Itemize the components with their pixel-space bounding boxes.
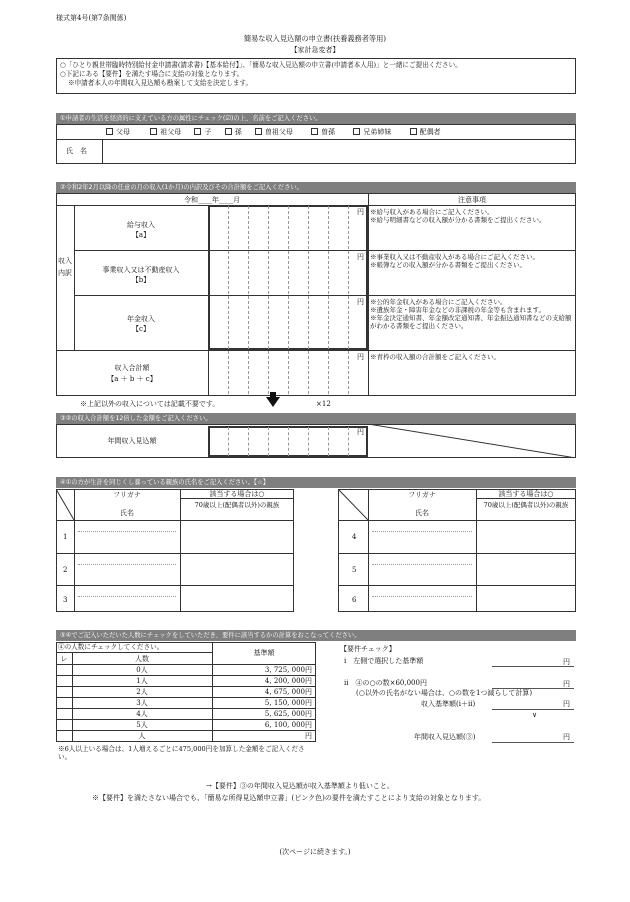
relation-options (106, 128, 441, 137)
furigana-header: フリガナ (408, 491, 436, 499)
row-check-cell[interactable] (57, 709, 71, 718)
age-header: 70歳以上(配偶者以外)の親族 (483, 501, 569, 509)
applicable-input[interactable] (182, 587, 292, 610)
form-number: 様式第4号(第7条関係) (56, 14, 127, 22)
salary-income-code: 【a】 (131, 231, 151, 239)
row-number: 2 (63, 566, 68, 574)
requirement-title: 【要件チェック】 (340, 645, 396, 653)
table-note: ※6人以上いる場合は、1人増えるごとに475,000円を加算した金額をご記入ください。 (58, 745, 305, 762)
people-count: 2人 (136, 688, 148, 696)
income-breakdown-label: 収入内訳 (58, 257, 72, 277)
requirement-ii-note: (○以外の氏名がない場合は、○の数を1つ減らして計算) (356, 689, 533, 697)
row-check-cell[interactable] (57, 720, 71, 729)
yen-unit: 円 (357, 298, 364, 306)
multiplier-label: ×12 (316, 400, 331, 408)
row-check-cell[interactable] (57, 698, 71, 707)
yen-unit: 円 (563, 700, 570, 708)
yen-unit: 円 (357, 208, 364, 216)
section4-header: ④①の方が生計を同じくし養っている親族の氏名をご記入ください。【☆】 (56, 477, 576, 488)
checkbox-icon[interactable] (311, 128, 318, 135)
base-amount: 円 (305, 732, 312, 740)
section2-footnote: ※上記以外の収入については記載不要です。 (80, 400, 220, 408)
total-income-input[interactable] (210, 352, 366, 394)
applicable-input[interactable] (182, 522, 292, 551)
total-income-label: 収入合計額 (114, 364, 150, 372)
people-count: 1人 (136, 677, 148, 685)
relative-name-input[interactable] (370, 587, 474, 610)
intro-line-1: ○「ひとり親世帯臨時特別給付金申請書(請求書)【基本給付】」、「簡易な収入見込額の申立書(申請者本人用)」と一緒にご提出ください。 (60, 61, 462, 69)
row-check-cell[interactable] (57, 731, 71, 740)
people-count: 人 (138, 732, 146, 740)
salary-income-input[interactable] (210, 207, 366, 248)
checkbox-icon[interactable] (150, 128, 157, 135)
pension-income-input[interactable] (210, 297, 366, 348)
base-amount: 6, 100, 000円 (264, 721, 312, 729)
intro-line-3: ※申請者本人の年間収入見込額も勘案して支給を決定します。 (68, 79, 253, 87)
intro-line-2: ○下記にある【要件】を満たす場合に支給の対象となります。 (60, 70, 244, 78)
section2-header: ②令和2年2月以降の任意の月の収入(1か月)の内訳及びその合計額をご記入ください。 (56, 182, 576, 193)
requirement-text: →【要件】③の年間収入見込額が収入基準額より低いこと。 (206, 782, 394, 790)
people-count: 3人 (136, 699, 148, 707)
option-grandchild[interactable]: 孫 (225, 128, 253, 137)
applicable-header: 該当する場合は○ (498, 490, 554, 498)
option-child[interactable]: 子 (194, 128, 222, 137)
base-amount: 4, 675, 000円 (264, 688, 312, 696)
pension-income-label: 年金収入 (127, 315, 155, 323)
base-amount: 5, 150, 000円 (264, 699, 312, 707)
base-amount: 3, 725, 000円 (264, 666, 312, 674)
total-income-code: 【a ＋ b ＋ c】 (107, 375, 157, 383)
yen-unit: 円 (357, 353, 364, 361)
row-number: 6 (352, 596, 357, 604)
section3-header: ③②の収入合計額を12倍した金額をご記入ください。 (56, 413, 576, 424)
section5-header: ⑤④でご記入いただいた人数にチェックをしていただき、要件に該当するかの計算をおこなってください。 (56, 630, 576, 641)
salary-income-label: 給与収入 (127, 221, 155, 229)
down-arrow-icon (266, 397, 280, 407)
relative-name-input[interactable] (370, 555, 474, 583)
option-spouse[interactable]: 配偶者 (410, 128, 441, 137)
applicable-input[interactable] (182, 555, 292, 583)
base-header: 基準額 (253, 649, 275, 657)
salary-notes: ※給与収入がある場合にご記入ください。 ※給与明細書などの収入額が分かる書類をご提出ください。 (370, 208, 546, 225)
greater-or-equal-icon: ∨ (532, 711, 538, 719)
page-subtitle: 【家計急変者】 (290, 46, 340, 54)
base-income-label: 収入基準額(i＋ii) (421, 700, 476, 708)
name-header: 氏名 (120, 509, 134, 517)
row-check-cell[interactable] (57, 687, 71, 696)
relative-name-input[interactable] (76, 587, 178, 610)
row-check-cell[interactable] (57, 676, 71, 685)
checkbox-icon[interactable] (255, 128, 262, 135)
name-header: 氏名 (415, 509, 429, 517)
option-parents[interactable]: 父母 (106, 128, 148, 137)
business-income-label: 事業収入又は不動産収入 (102, 266, 180, 274)
business-notes: ※事業収入又は不動産収入がある場合にご記入ください。 ※帳簿などの収入額が分かる書類をご提出ください。 (370, 253, 539, 270)
pension-notes: ※公的年金収入がある場合にご記入ください。 ※遺族年金・障害年金などの非課税の年金等も含まれます。 ※年金決定通知書、年金額改定通知書、年金振込通知書などの支給額がわかる書類をご提出ください。 (370, 298, 572, 331)
name-label: 氏 名 (66, 147, 87, 155)
applicable-input[interactable] (478, 555, 574, 583)
checkbox-icon[interactable] (410, 128, 417, 135)
option-great-grandparents[interactable]: 曽祖父母 (255, 128, 309, 137)
people-count: 0人 (136, 666, 148, 674)
continued-label: (次ページに続きます。) (279, 848, 351, 856)
relative-name-input[interactable] (76, 555, 178, 583)
applicable-input[interactable] (478, 522, 574, 551)
name-field[interactable] (104, 141, 574, 162)
business-income-code: 【b】 (131, 276, 151, 284)
people-count: 4人 (136, 710, 148, 718)
corner-slash (338, 489, 368, 520)
relative-name-input[interactable] (76, 522, 178, 551)
yen-unit: 円 (563, 680, 570, 688)
notes-header: 注意事項 (458, 196, 486, 204)
furigana-header: フリガナ (113, 491, 141, 499)
annual-income-ref-label: 年間収入見込額(③) (414, 733, 476, 741)
section1-header: ①申請者の生活を経済的に支えている方の属性にチェック(☑)の上、名前をご記入ください。 (56, 113, 576, 124)
option-great-grandchild[interactable]: 曽孫 (311, 128, 351, 137)
option-grandparents[interactable]: 祖父母 (150, 128, 192, 137)
row-check-cell[interactable] (57, 665, 71, 674)
checkbox-icon[interactable] (106, 128, 113, 135)
age-header: 70歳以上(配偶者以外)の親族 (194, 501, 280, 509)
yen-unit: 円 (563, 658, 570, 666)
month-label: 令和____年____月 (184, 196, 240, 204)
people-count: 5人 (136, 721, 148, 729)
page-title: 簡易な収入見込額の申立書(扶養義務者等用) (243, 34, 387, 43)
requirement-alt-text: ※【要件】を満たさない場合でも、「簡易な所得見込額申立書」(ピンク色)の要件を満たすことにより支給の対象となります。 (92, 794, 486, 802)
base-amount: 5, 625, 000円 (264, 710, 312, 718)
requirement-i: i 左側で選択した基準額 (344, 657, 424, 665)
base-income-input[interactable] (494, 699, 560, 709)
checkbox-icon[interactable] (353, 128, 360, 135)
relative-name-input[interactable] (370, 522, 474, 551)
yen-unit: 円 (357, 253, 364, 261)
requirement-i-input[interactable] (494, 656, 560, 666)
checkbox-icon[interactable] (194, 128, 201, 135)
checkbox-icon[interactable] (225, 128, 232, 135)
requirement-ii: ii ④の○の数×60,000円 (344, 679, 427, 687)
row-number: 1 (63, 533, 68, 541)
corner-slash (56, 489, 74, 520)
yen-unit: 円 (563, 733, 570, 741)
yen-unit: 円 (357, 428, 364, 436)
applicable-header: 該当する場合は○ (209, 490, 265, 498)
diagonal-slash (368, 424, 576, 458)
annual-income-label: 年間収入見込額 (107, 437, 157, 445)
total-notes: ※青枠の収入額の合計額をご記入ください。 (370, 353, 500, 361)
pension-income-code: 【c】 (132, 325, 150, 333)
people-header: 人数 (135, 655, 149, 663)
base-amount: 4, 200, 000円 (264, 677, 312, 685)
row-number: 5 (352, 566, 357, 574)
row-number: 4 (352, 533, 357, 541)
down-arrow-icon (270, 392, 276, 398)
requirement-ii-input[interactable] (494, 678, 560, 688)
annual-income-ref-input[interactable] (494, 732, 560, 742)
applicable-input[interactable] (478, 587, 574, 610)
option-siblings[interactable]: 兄弟姉妹 (353, 128, 407, 137)
business-income-input[interactable] (210, 252, 366, 293)
check-header: レ (60, 655, 68, 663)
table-caption: ④の人数にチェックしてください。 (58, 643, 164, 651)
row-number: 3 (63, 596, 68, 604)
